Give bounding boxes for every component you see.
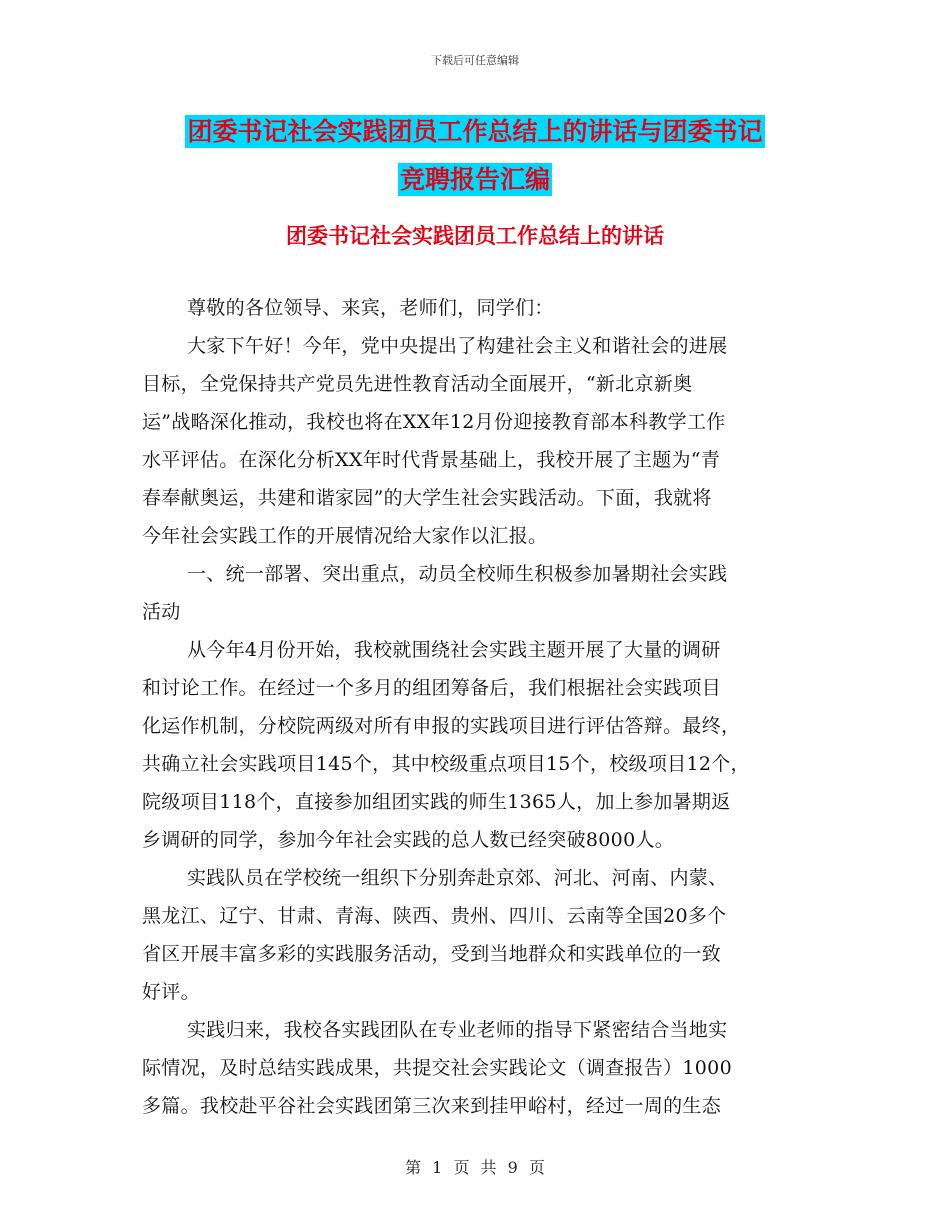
body-line: 运”战略深化推动，我校也将在XX年12月份迎接教育部本科教学工作 — [142, 411, 726, 433]
body-line: 乡调研的同学，参加今年社会实践的总人数已经突破8000人。 — [142, 829, 675, 851]
section-title: 团委书记社会实践团员工作总结上的讲话 — [286, 224, 664, 248]
page-header-note: 下载后可任意编辑 — [431, 54, 519, 67]
body-line: 省区开展丰富多彩的实践服务活动，受到当地群众和实践单位的一致 — [142, 943, 722, 965]
body-line: 尊敬的各位领导、来宾，老师们，同学们： — [187, 297, 554, 319]
document-title-line-1: 团委书记社会实践团员工作总结上的讲话与团委书记 — [187, 117, 763, 146]
body-line: 活动 — [142, 601, 181, 623]
body-line: 好评。 — [142, 981, 200, 1003]
body-line: 水平评估。在深化分析XX年时代背景基础上，我校开展了主题为“青 — [142, 449, 721, 471]
body-line: 实践归来，我校各实践团队在专业老师的指导下紧密结合当地实 — [187, 1019, 728, 1041]
body-line: 和讨论工作。在经过一个多月的组团筹备后，我们根据社会实践项目 — [142, 677, 722, 699]
body-line: 际情况，及时总结实践成果，共提交社会实践论文（调查报告）1000 — [142, 1057, 732, 1079]
document-title — [140, 108, 810, 204]
body-line: 院级项目118个，直接参加组团实践的师生1365人，加上参加暑期返 — [142, 791, 731, 813]
body-line: 一、统一部署、突出重点，动员全校师生积极参加暑期社会实践 — [187, 563, 728, 585]
document-body — [142, 289, 827, 1125]
body-line: 黑龙江、辽宁、甘肃、青海、陕西、贵州、四川、云南等全国20多个 — [142, 905, 727, 927]
body-line: 化运作机制，分校院两级对所有申报的实践项目进行评估答辩。最终， — [142, 715, 741, 737]
body-line: 今年社会实践工作的开展情况给大家作以汇报。 — [142, 525, 548, 547]
body-line: 春奉献奥运，共建和谐家园”的大学生社会实践活动。下面，我就将 — [142, 487, 712, 509]
body-line: 目标，全党保持共产党员先进性教育活动全面展开，“新北京新奥 — [142, 373, 693, 395]
document-title-line-2: 竞聘报告汇编 — [399, 165, 550, 194]
body-line: 多篇。我校赴平谷社会实践团第三次来到挂甲峪村，经过一周的生态 — [142, 1095, 722, 1117]
page-number-footer: 第 1 页 共 9 页 — [405, 1158, 545, 1177]
body-line: 从今年4月份开始，我校就围绕社会实践主题开展了大量的调研 — [187, 639, 721, 661]
body-line: 大家下午好！今年，党中央提出了构建社会主义和谐社会的进展 — [187, 335, 728, 357]
body-line: 共确立社会实践项目145个，其中校级重点项目15个，校级项目12个， — [142, 753, 750, 775]
body-line: 实践队员在学校统一组织下分别奔赴京郊、河北、河南、内蒙、 — [187, 867, 728, 889]
